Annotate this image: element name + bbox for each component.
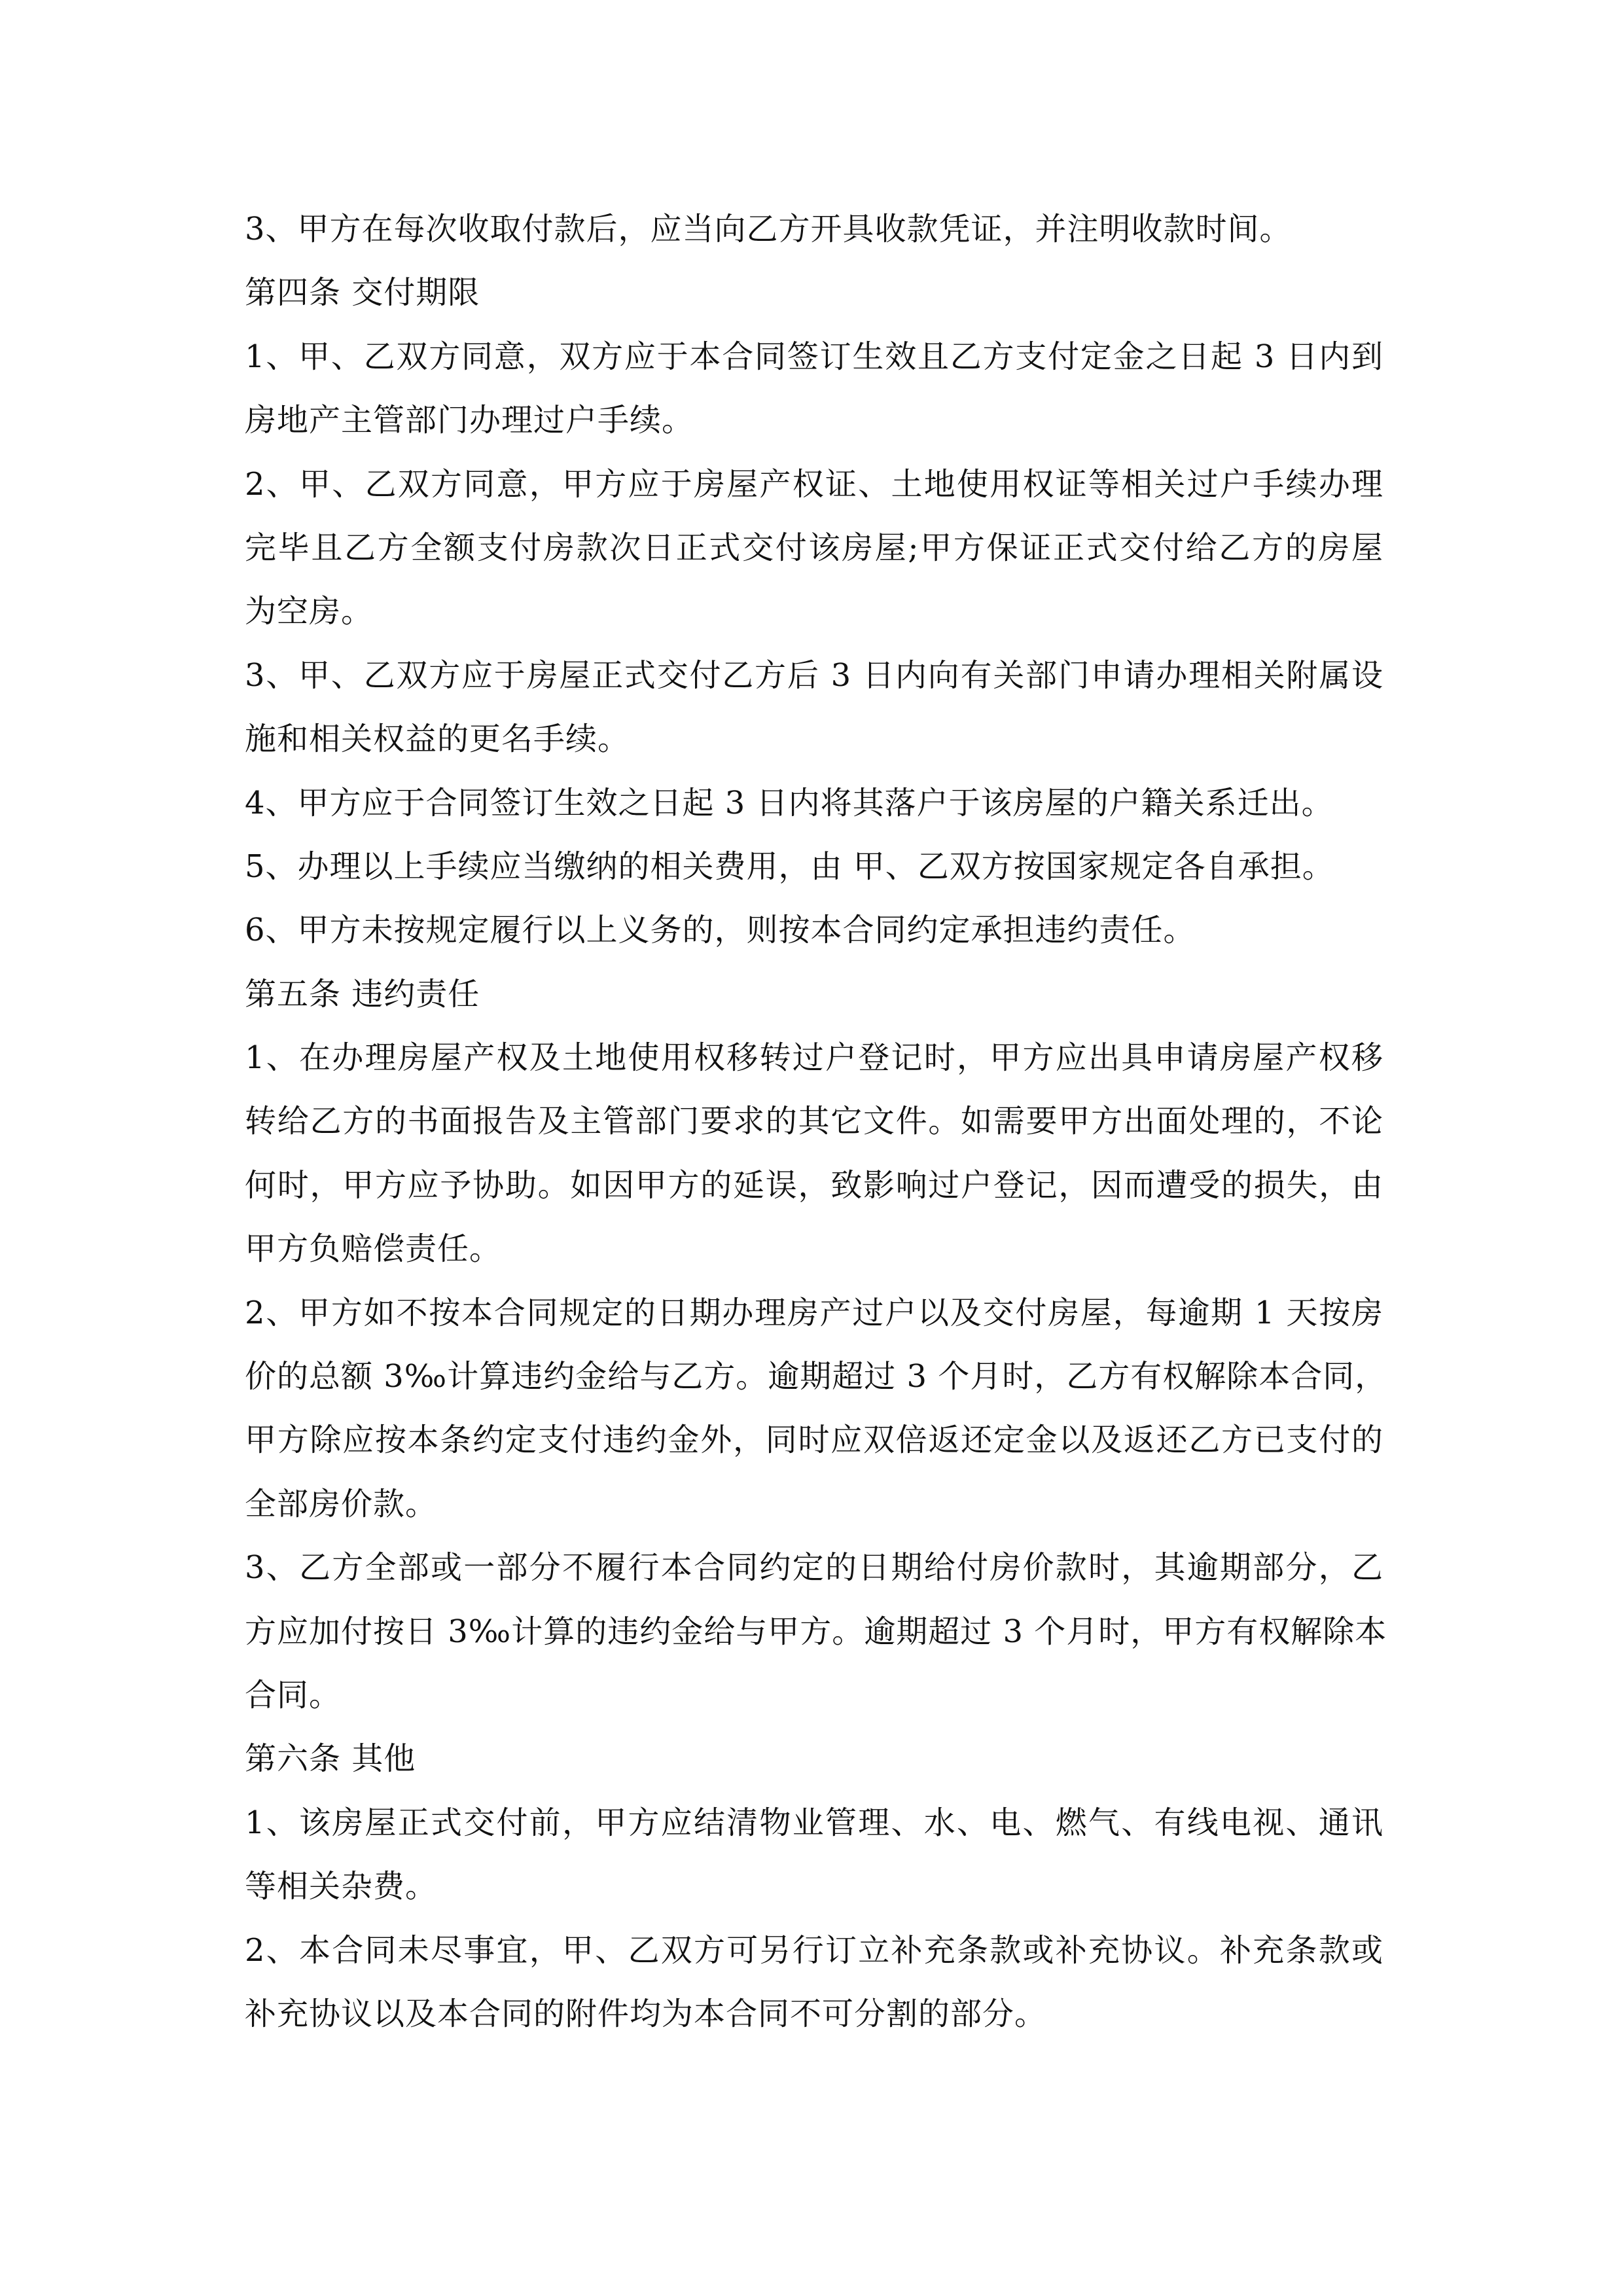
text-line: 完毕且乙方全额支付房款次日正式交付该房屋;甲方保证正式交付给乙方的房屋 [245, 529, 1383, 566]
text-line: 1、该房屋正式交付前，甲方应结清物业管理、水、电、燃气、有线电视、通讯 [245, 1804, 1383, 1841]
text-line: 2、甲、乙双方同意，甲方应于房屋产权证、土地使用权证等相关过户手续办理 [245, 465, 1383, 503]
text-line: 1、甲、乙双方同意，双方应于本合同签订生效且乙方支付定金之日起 3 日内到 [245, 338, 1383, 375]
text-line: 第四条 交付期限 [245, 274, 480, 312]
text-line: 为空房。 [245, 593, 374, 630]
text-line: 方应加付按日 3‰计算的违约金给与甲方。逾期超过 3 个月时，甲方有权解除本 [245, 1613, 1387, 1650]
text-line: 甲方负赔偿责任。 [245, 1230, 502, 1268]
text-line: 1、在办理房屋产权及土地使用权移转过户登记时，甲方应出具申请房屋产权移 [245, 1039, 1383, 1077]
text-line: 第五条 违约责任 [245, 975, 480, 1013]
text-line: 补充协议以及本合同的附件均为本合同不可分割的部分。 [245, 1995, 1047, 2032]
text-line: 转给乙方的书面报告及主管部门要求的其它文件。如需要甲方出面处理的，不论 [245, 1103, 1383, 1140]
text-line: 第六条 其他 [245, 1740, 416, 1778]
text-line: 施和相关权益的更名手续。 [245, 721, 630, 758]
text-line: 4、甲方应于合同签订生效之日起 3 日内将其落户于该房屋的户籍关系迁出。 [245, 784, 1334, 821]
text-line: 3、乙方全部或一部分不履行本合同约定的日期给付房价款时，其逾期部分，乙 [245, 1549, 1383, 1587]
text-line: 何时，甲方应予协助。如因甲方的延误，致影响过户登记，因而遭受的损失，由 [245, 1166, 1383, 1204]
text-line: 6、甲方未按规定履行以上义务的，则按本合同约定承担违约责任。 [245, 912, 1196, 949]
text-line: 全部房价款。 [245, 1485, 438, 1522]
contract-text-body [245, 198, 1387, 2046]
text-line: 3、甲、乙双方应于房屋正式交付乙方后 3 日内向有关部门申请办理相关附属设 [245, 656, 1383, 694]
text-line: 合同。 [245, 1676, 342, 1713]
text-line: 2、本合同未尽事宜，甲、乙双方可另行订立补充条款或补充协议。补充条款或 [245, 1931, 1383, 1969]
text-line: 5、办理以上手续应当缴纳的相关费用，由 甲、乙双方按国家规定各自承担。 [245, 848, 1334, 885]
text-line: 等相关杂费。 [245, 1868, 438, 1905]
text-line: 价的总额 3‰计算违约金给与乙方。逾期超过 3 个月时，乙方有权解除本合同， [245, 1358, 1387, 1395]
text-line: 3、甲方在每次收取付款后，应当向乙方开具收款凭证，并注明收款时间。 [245, 211, 1292, 247]
text-line: 房地产主管部门办理过户手续。 [245, 402, 694, 439]
text-line: 2、甲方如不按本合同规定的日期办理房产过户以及交付房屋，每逾期 1 天按房 [245, 1294, 1383, 1331]
text-line: 甲方除应按本条约定支付违约金外，同时应双倍返还定金以及返还乙方已支付的 [245, 1422, 1383, 1459]
